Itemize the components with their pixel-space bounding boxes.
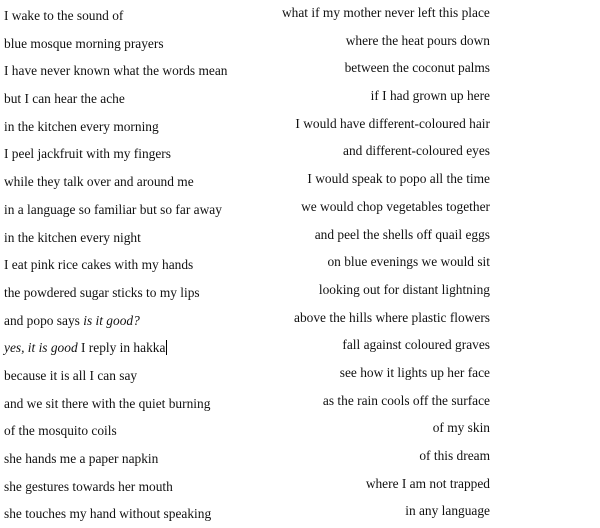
- poem-line: [290, 221, 490, 249]
- poem-line: [4, 113, 294, 141]
- poem-line: [4, 140, 294, 168]
- line-text: as the rain cools off the surface: [322, 392, 490, 408]
- line-text: looking out for distant lightning: [318, 281, 490, 297]
- line-text: I eat pink rice cakes with my hands: [4, 257, 194, 273]
- poem-line: [4, 307, 294, 335]
- poem-line: [4, 224, 294, 252]
- line-text: in a language so familiar but so far away: [4, 201, 222, 217]
- line-text: while they talk over and around me: [4, 174, 194, 190]
- poem-line: [290, 82, 490, 110]
- poem-line: [290, 27, 490, 55]
- line-text: I reply in hakka: [77, 340, 166, 356]
- line-text: and different-coloured eyes: [343, 143, 490, 159]
- poem-left-column: [4, 0, 294, 528]
- line-text: because it is all I can say: [4, 367, 138, 383]
- poem-line: [4, 168, 294, 196]
- line-text: I have never known what the words mean: [4, 63, 228, 79]
- poem-line: [4, 279, 294, 307]
- line-text: I wake to the sound of: [4, 8, 124, 23]
- poem-line: [4, 30, 294, 58]
- poem-line[interactable]: [4, 334, 294, 362]
- line-text: of the mosquito coils: [4, 423, 117, 439]
- line-text: in any language: [405, 503, 490, 519]
- line-text: blue mosque morning prayers: [4, 35, 164, 51]
- poem-line: [290, 304, 490, 332]
- poem-line: [4, 196, 294, 224]
- poem-line: [4, 500, 294, 528]
- line-text: I would speak to popo all the time: [307, 171, 490, 187]
- line-text: she hands me a paper napkin: [4, 451, 159, 466]
- line-text: where I am not trapped: [365, 475, 490, 491]
- line-text: she touches my hand without speaking: [4, 506, 212, 522]
- line-text: in the kitchen every night: [4, 229, 141, 245]
- line-text: in the kitchen every morning: [4, 118, 159, 134]
- poem-line: [290, 414, 490, 442]
- line-text: if I had grown up here: [370, 88, 490, 104]
- line-text: and peel the shells off quail eggs: [314, 226, 490, 242]
- line-text: but I can hear the ache: [4, 91, 125, 107]
- poem-line: [290, 470, 490, 498]
- line-text: on blue evenings we would sit: [327, 254, 490, 270]
- poem-line: [290, 248, 490, 276]
- line-text: see how it lights up her face: [339, 364, 490, 380]
- poem-line: [4, 362, 294, 390]
- line-text: of my skin: [432, 420, 490, 436]
- poem-line: [4, 251, 294, 279]
- poem-line: [290, 110, 490, 138]
- poem-line: [4, 417, 294, 445]
- poem-line: [290, 276, 490, 304]
- poem-line: [4, 390, 294, 418]
- line-text: of this dream: [419, 448, 490, 463]
- line-text: I would have different-coloured hair: [295, 115, 490, 131]
- line-text: between the coconut palms: [344, 60, 490, 76]
- line-text: she gestures towards her mouth: [4, 478, 173, 494]
- line-text: I peel jackfruit with my fingers: [4, 146, 171, 162]
- poem-line: [4, 473, 294, 501]
- poem-line: [4, 85, 294, 113]
- poem-line: [290, 165, 490, 193]
- poem-line: [290, 387, 490, 415]
- poem-line: [290, 193, 490, 221]
- poem-line: [282, 0, 490, 27]
- poem-right-column: [282, 0, 490, 525]
- poem-line: [290, 137, 490, 165]
- line-text: what if my mother never left this place: [282, 5, 490, 20]
- line-text: the powdered sugar sticks to my lips: [4, 284, 200, 300]
- poem-line: [290, 497, 490, 525]
- poem-line: [290, 359, 490, 387]
- line-italic-text: yes, it is good: [4, 340, 78, 356]
- poem-line: [4, 445, 294, 473]
- line-text: fall against coloured graves: [342, 337, 490, 353]
- line-text: and popo says: [4, 312, 84, 328]
- line-text: where the heat pours down: [345, 32, 490, 48]
- line-text: and we sit there with the quiet burning: [4, 395, 211, 411]
- poem-line: [290, 331, 490, 359]
- poem-line: [290, 54, 490, 82]
- text-cursor: [166, 340, 167, 355]
- line-text: above the hills where plastic flowers: [294, 309, 490, 325]
- line-text: we would chop vegetables together: [301, 198, 490, 214]
- line-italic-text: is it good?: [83, 312, 140, 328]
- poem-line: [4, 2, 294, 30]
- poem-line: [4, 57, 294, 85]
- poem-line: [290, 442, 490, 470]
